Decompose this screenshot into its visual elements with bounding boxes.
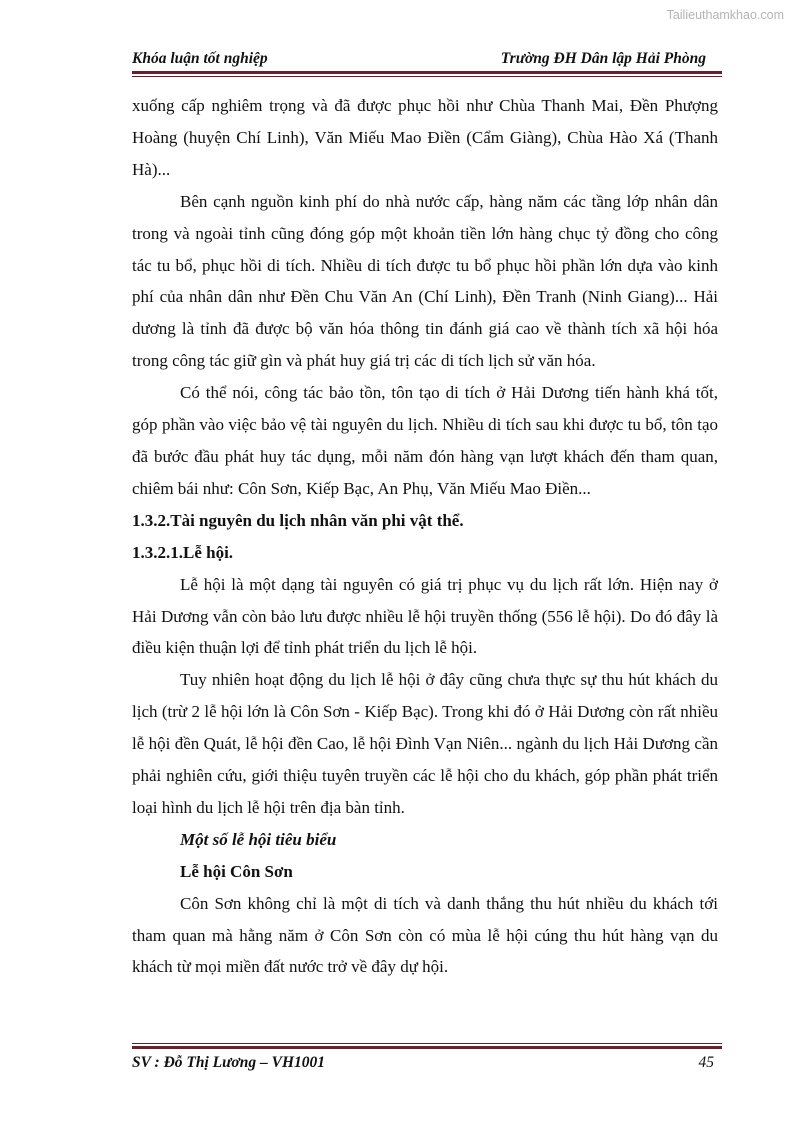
header-thesis-label: Khóa luận tốt nghiệp bbox=[132, 50, 268, 67]
paragraph-1: xuống cấp nghiêm trọng và đã được phục hồi như Chùa Thanh Mai, Đền Phượng Hoàng (huyện Chí Linh), Văn Miếu Mao Điền (Cẩm Giàng), Chùa Hào Xá (Thanh Hà)... bbox=[132, 96, 718, 179]
section-heading-1-3-2: 1.3.2.Tài nguyên du lịch nhân văn phi vật thể. bbox=[132, 510, 464, 530]
subheading-festivals: Một số lễ hội tiêu biểu bbox=[180, 829, 337, 849]
watermark: Tailieuthamkhao.com bbox=[666, 8, 784, 22]
paragraph-3: Có thể nói, công tác bảo tồn, tôn tạo di tích ở Hải Dương tiến hành khá tốt, góp phần vào việc bảo vệ tài nguyên du lịch. Nhiều di tích sau khi được tu bổ, tôn tạo đã bước đầu phát huy tác dụng, mỗi năm đón hàng vạn lượt khách đến tham quan, chiêm bái như: Côn Sơn, Kiếp Bạc, An Phụ, Văn Miếu Mao Điền... bbox=[132, 383, 718, 498]
header-university-label: Trường ĐH Dân lập Hải Phòng bbox=[500, 50, 706, 67]
subheading-con-son: Lễ hội Côn Sơn bbox=[180, 861, 293, 881]
page-number: 45 bbox=[698, 1054, 714, 1071]
paragraph-5: Tuy nhiên hoạt động du lịch lễ hội ở đây cũng chưa thực sự thu hút khách du lịch (trừ 2 lễ hội lớn là Côn Sơn - Kiếp Bạc). Trong khi đó ở Hải Dương còn rất nhiều lễ hội đền Quát, lễ hội đền Cao, lễ hội Đình Vạn Niên... ngành du lịch Hải Dương cần phải nghiên cứu, giới thiệu tuyên truyền các lễ hội cho du khách, góp phần phát triển loại hình du lịch lễ hội trên địa bàn tỉnh. bbox=[132, 670, 718, 817]
paragraph-2: Bên cạnh nguồn kinh phí do nhà nước cấp, hàng năm các tầng lớp nhân dân trong và ngoài tỉnh cũng đóng góp một khoản tiền lớn hàng chục tỷ đồng cho công tác tu bổ, phục hồi di tích. Nhiều di tích được tu bổ phục hồi phần lớn dựa vào kinh phí của nhân dân như Đền Chu Văn An (Chí Linh), Đền Tranh (Ninh Giang)... Hải dương là tỉnh đã được bộ văn hóa thông tin đánh giá cao về thành tích xã hội hóa trong công tác giữ gìn và phát huy giá trị các di tích lịch sử văn hóa. bbox=[132, 191, 718, 371]
paragraph-6: Côn Sơn không chỉ là một di tích và danh thắng thu hút nhiều du khách tới tham quan mà hằng năm ở Côn Sơn còn có mùa lễ hội cúng thu hút hàng vạn du khách từ mọi miền đất nước trở về đây dự hội. bbox=[132, 893, 718, 977]
header-rule bbox=[132, 71, 722, 77]
section-heading-1-3-2-1: 1.3.2.1.Lễ hội. bbox=[132, 542, 234, 562]
page-footer bbox=[132, 1054, 722, 1076]
footer-rule bbox=[132, 1043, 722, 1049]
page-header bbox=[132, 50, 706, 72]
footer-student-label: SV : Đỗ Thị Lương – VH1001 bbox=[132, 1054, 326, 1071]
page-body bbox=[132, 90, 718, 983]
paragraph-4: Lễ hội là một dạng tài nguyên có giá trị phục vụ du lịch rất lớn. Hiện nay ở Hải Dương vẫn còn bảo lưu được nhiều lễ hội truyền thống (556 lễ hội). Do đó đây là điều kiện thuận lợi để tỉnh phát triển du lịch lễ hội. bbox=[132, 574, 718, 658]
